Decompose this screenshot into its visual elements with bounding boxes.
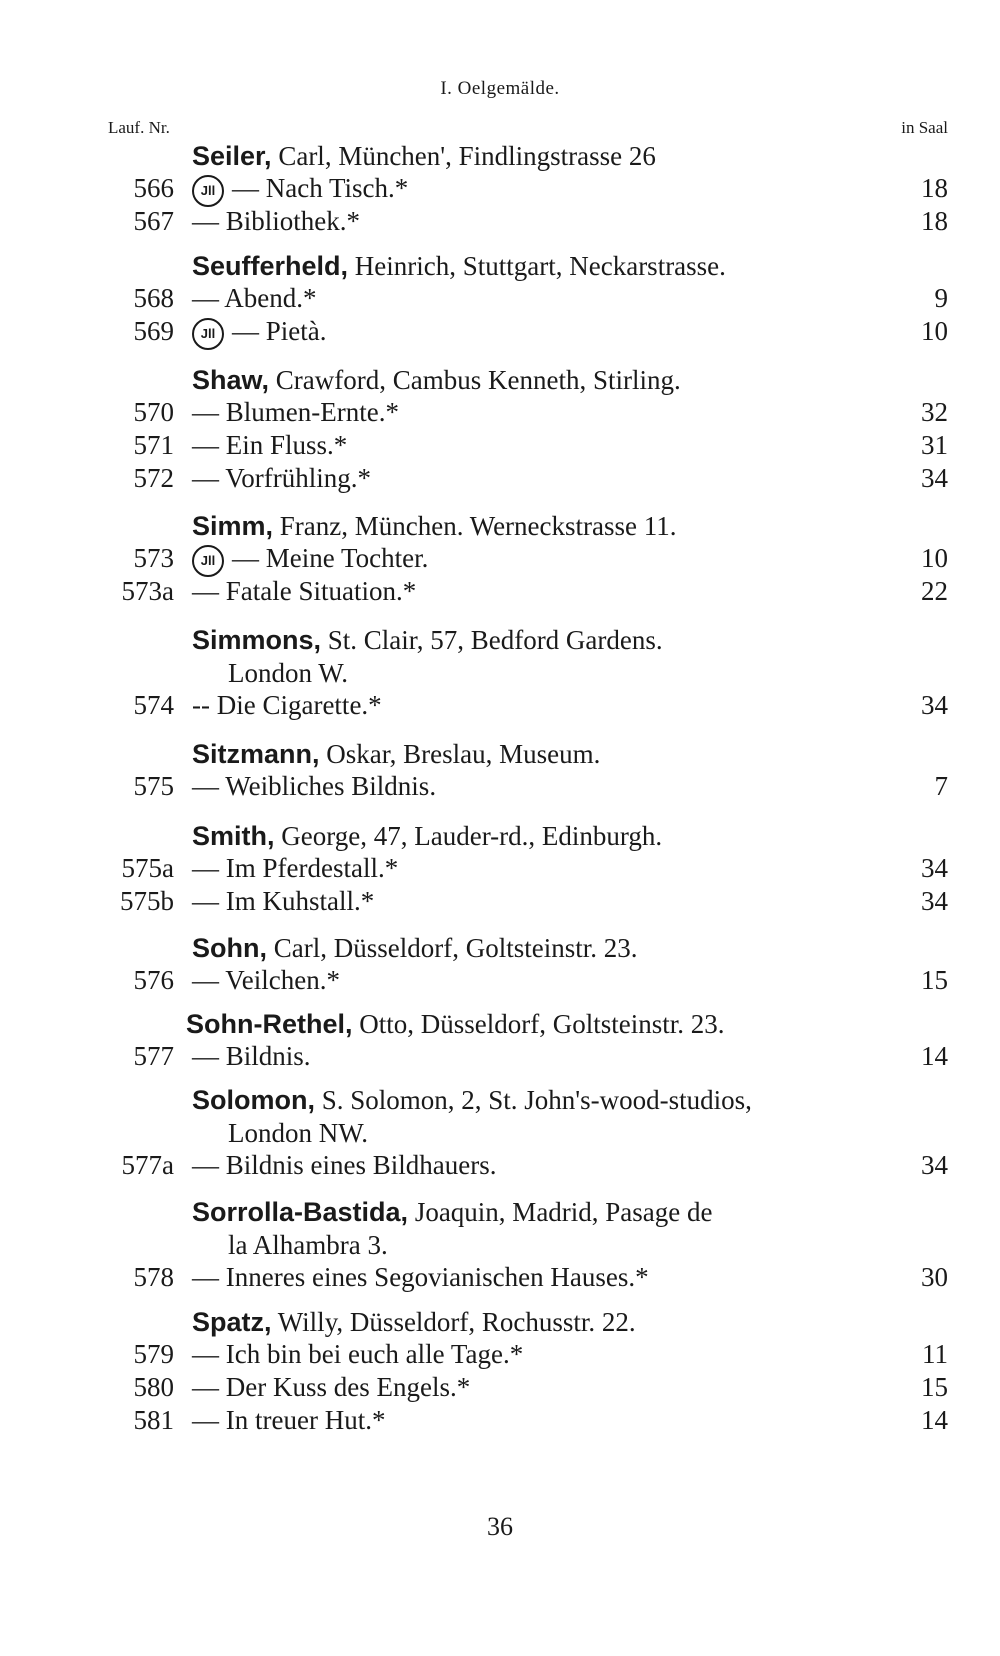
column-header-room: in Saal: [901, 118, 948, 137]
catalogue-entry: [0, 463, 1000, 496]
entry-title: — Blumen-Ernte.*: [192, 397, 399, 427]
entry-number: 573: [133, 543, 174, 573]
entry-number: 579: [133, 1339, 174, 1369]
catalogue-entry: [0, 397, 1000, 430]
artist-name: Sohn-Rethel,: [186, 1009, 353, 1039]
column-header-number: Lauf. Nr.: [108, 118, 170, 137]
entry-room: 34: [921, 463, 948, 493]
artist-name: Solomon,: [192, 1085, 315, 1115]
artist-address: Heinrich, Stuttgart, Neckarstrasse.: [354, 251, 726, 281]
entry-number: 572: [133, 463, 174, 493]
entry-title: — Pietà.: [232, 316, 327, 346]
artist-name: Shaw,: [192, 365, 270, 395]
entry-room: 14: [921, 1405, 948, 1435]
catalogue-entry: [0, 543, 1000, 576]
entry-title: — Ich bin bei euch alle Tage.*: [192, 1339, 524, 1369]
artist-address: S. Solomon, 2, St. John's-wood-studios,: [321, 1085, 752, 1115]
entry-number: 578: [133, 1262, 174, 1292]
entry-number: 566: [133, 173, 174, 203]
artist-heading: [192, 738, 600, 771]
entry-room: 34: [921, 1150, 948, 1180]
entry-room: 11: [922, 1339, 948, 1369]
entry-title: — Fatale Situation.*: [192, 576, 417, 606]
artist-address: Otto, Düsseldorf, Goltsteinstr. 23.: [359, 1009, 725, 1039]
entry-number: 581: [133, 1405, 174, 1435]
artist-address-continued: London W.: [228, 658, 349, 688]
artist-address: Carl, München', Findlingstrasse 26: [278, 141, 656, 171]
artist-name: Sohn,: [192, 933, 267, 963]
artist-address: Crawford, Cambus Kenneth, Stirling.: [275, 365, 681, 395]
artist-name: Smith,: [192, 821, 275, 851]
artist-name: Seiler,: [192, 141, 272, 171]
artist-address-continued: la Alhambra 3.: [228, 1230, 388, 1260]
catalogue-entry: [0, 853, 1000, 886]
entry-room: 7: [934, 771, 948, 801]
entry-room: 32: [921, 397, 948, 427]
running-head: I. Oelgemälde.: [440, 78, 560, 99]
entry-number: 570: [133, 397, 174, 427]
entry-room: 10: [921, 316, 948, 346]
entry-number: 576: [133, 965, 174, 995]
entry-number: 575a: [121, 853, 174, 883]
artist-address: Carl, Düsseldorf, Goltsteinstr. 23.: [273, 933, 638, 963]
entry-room: 34: [921, 886, 948, 916]
entry-title: — Bildnis.: [192, 1041, 311, 1071]
entry-number: 577: [133, 1041, 174, 1071]
artist-heading: [192, 1084, 752, 1150]
entry-room: 31: [921, 430, 948, 460]
artist-heading: [192, 820, 662, 853]
entry-number: 568: [133, 283, 174, 313]
entry-room: 14: [921, 1041, 948, 1071]
artist-heading: [192, 510, 677, 543]
artist-heading: [192, 624, 663, 690]
entry-number: 575b: [120, 886, 174, 916]
entry-number: 573a: [121, 576, 174, 606]
entry-number: 574: [133, 690, 174, 720]
artist-name: Simmons,: [192, 625, 322, 655]
artist-heading: [192, 250, 726, 283]
artist-name: Spatz,: [192, 1307, 272, 1337]
catalogue-entry: [0, 316, 1000, 349]
entry-title: — Bildnis eines Bildhauers.: [192, 1150, 497, 1180]
page-number: 36: [487, 1512, 513, 1541]
catalogue-entry: [0, 1339, 1000, 1372]
artist-address: Oskar, Breslau, Museum.: [326, 739, 601, 769]
entry-number: 567: [133, 206, 174, 236]
catalogue-entry: [0, 283, 1000, 316]
artist-name: Seufferheld,: [192, 251, 349, 281]
entry-room: 34: [921, 690, 948, 720]
catalogue-entry: [0, 173, 1000, 206]
artist-name: Sitzmann,: [192, 739, 320, 769]
catalogue-entry: [0, 965, 1000, 998]
entry-title: — In treuer Hut.*: [192, 1405, 386, 1435]
artist-heading: [192, 932, 637, 965]
jll-mark-icon: Jll: [192, 175, 224, 207]
entry-title: — Nach Tisch.*: [232, 173, 409, 203]
artist-heading: [192, 1196, 713, 1262]
catalogue-entry: [0, 206, 1000, 239]
entry-title: — Veilchen.*: [192, 965, 340, 995]
artist-heading: [186, 1008, 725, 1041]
entry-title: -- Die Cigarette.*: [192, 690, 382, 720]
entry-room: 22: [921, 576, 948, 606]
artist-address: George, 47, Lauder-rd., Edinburgh.: [281, 821, 663, 851]
catalogue-entry: [0, 1405, 1000, 1438]
catalogue-entry: [0, 771, 1000, 804]
catalogue-entry: [0, 1262, 1000, 1295]
entry-room: 18: [921, 173, 948, 203]
catalogue-entry: [0, 690, 1000, 723]
entry-room: 18: [921, 206, 948, 236]
entry-room: 30: [921, 1262, 948, 1292]
catalogue-entry: [0, 1150, 1000, 1183]
artist-heading: [192, 1306, 636, 1339]
entry-number: 577a: [121, 1150, 174, 1180]
entry-title: — Inneres eines Segovianischen Hauses.*: [192, 1262, 649, 1292]
entry-title: — Der Kuss des Engels.*: [192, 1372, 471, 1402]
entry-room: 10: [921, 543, 948, 573]
artist-address: Willy, Düsseldorf, Rochusstr. 22.: [277, 1307, 636, 1337]
entry-room: 15: [921, 1372, 948, 1402]
entry-room: 9: [934, 283, 948, 313]
entry-number: 569: [133, 316, 174, 346]
catalogue-entry: [0, 430, 1000, 463]
artist-address-continued: London NW.: [228, 1118, 368, 1148]
artist-heading: [192, 140, 656, 173]
jll-mark-icon: Jll: [192, 545, 224, 577]
entry-title: — Ein Fluss.*: [192, 430, 348, 460]
entry-title: — Im Kuhstall.*: [192, 886, 375, 916]
artist-name: Sorrolla-Bastida,: [192, 1197, 409, 1227]
entry-title: — Weibliches Bildnis.: [192, 771, 437, 801]
artist-name: Simm,: [192, 511, 274, 541]
entry-title: — Meine Tochter.: [232, 543, 429, 573]
entry-room: 34: [921, 853, 948, 883]
entry-title: — Abend.*: [192, 283, 317, 313]
artist-heading: [192, 364, 681, 397]
catalogue-entry: [0, 886, 1000, 919]
catalogue-entry: [0, 1372, 1000, 1405]
entry-title: — Im Pferdestall.*: [192, 853, 399, 883]
catalogue-entry: [0, 1041, 1000, 1074]
catalogue-entry: [0, 576, 1000, 609]
artist-address: St. Clair, 57, Bedford Gardens.: [327, 625, 663, 655]
artist-address: Joaquin, Madrid, Pasage de: [414, 1197, 713, 1227]
jll-mark-icon: Jll: [192, 318, 224, 350]
entry-number: 580: [133, 1372, 174, 1402]
entry-number: 571: [133, 430, 174, 460]
entry-number: 575: [133, 771, 174, 801]
entry-title: — Bibliothek.*: [192, 206, 360, 236]
artist-address: Franz, München. Werneckstrasse 11.: [279, 511, 677, 541]
entry-room: 15: [921, 965, 948, 995]
entry-title: — Vorfrühling.*: [192, 463, 372, 493]
